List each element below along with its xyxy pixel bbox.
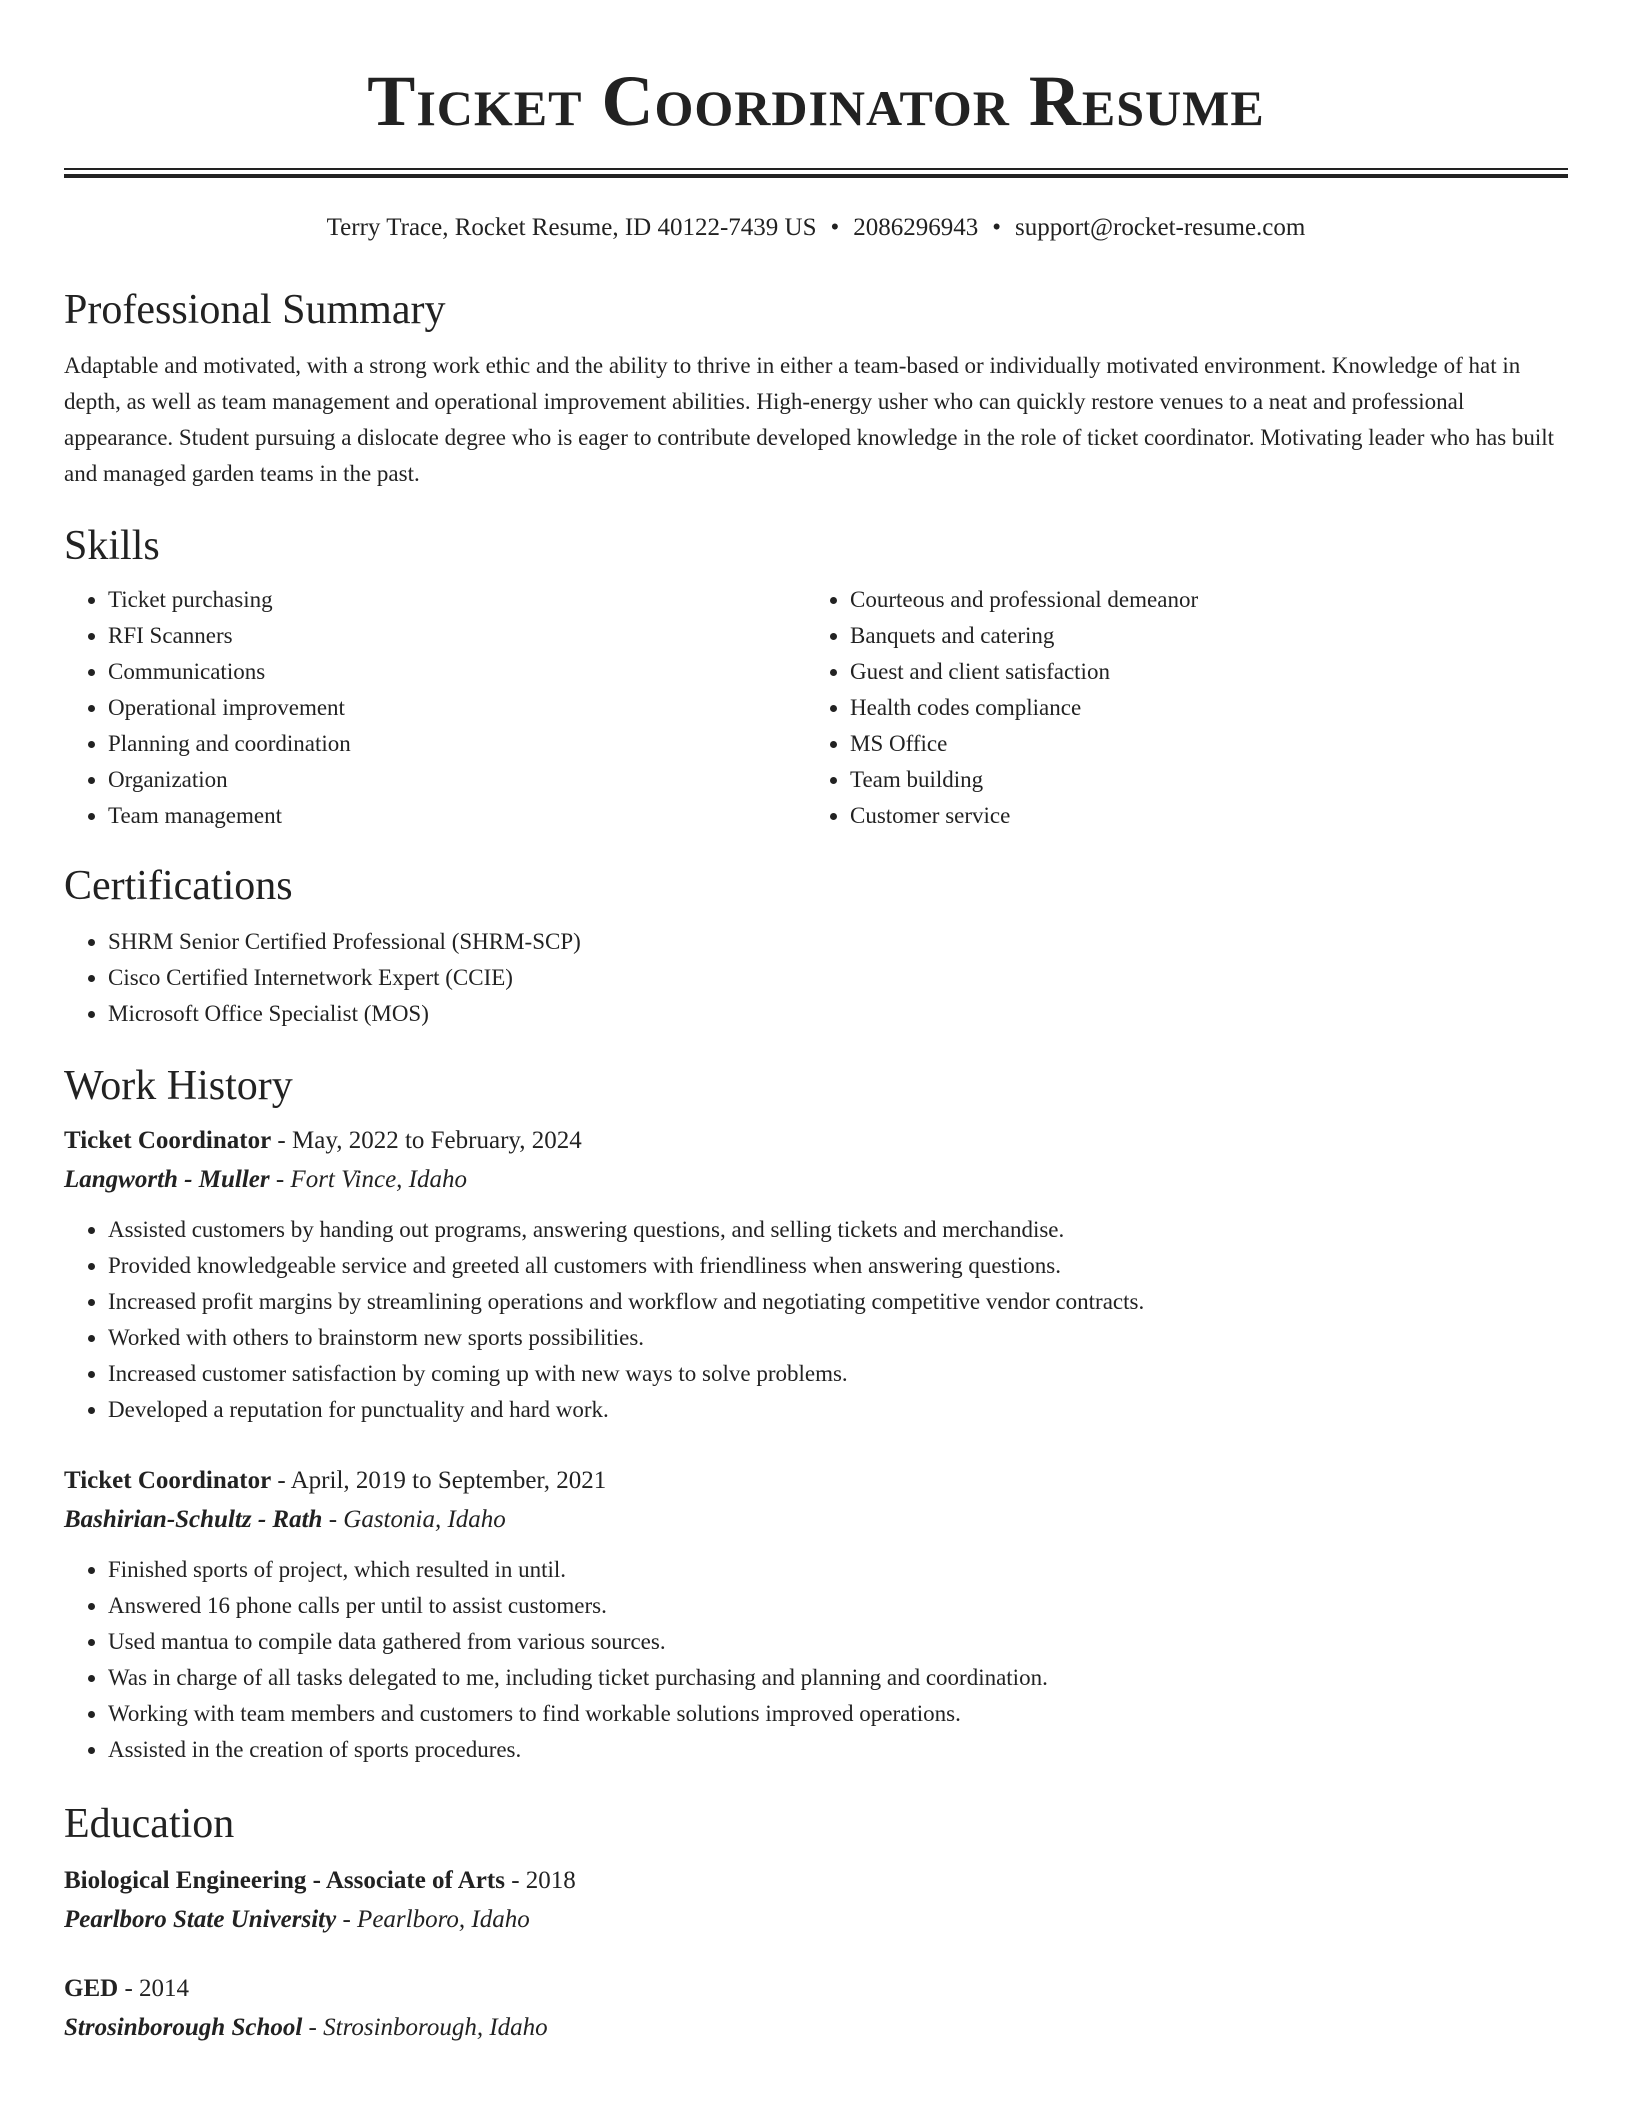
certification-item: • SHRM Senior Certified Professional (SHRM-SCP) bbox=[108, 924, 1568, 960]
contact-separator: • bbox=[830, 214, 840, 241]
job-bullets bbox=[64, 1552, 1568, 1768]
contact-line bbox=[64, 212, 1568, 244]
skill-item: • RFI Scanners bbox=[108, 618, 806, 654]
certifications-heading: Certifications bbox=[64, 863, 293, 909]
job-title: Ticket Coordinator bbox=[64, 1467, 272, 1494]
job-bullet: • Used mantua to compile data gathered from various sources. bbox=[108, 1624, 1568, 1660]
work-history-section bbox=[64, 1060, 1568, 1768]
job-bullets bbox=[64, 1212, 1568, 1428]
certifications-list bbox=[64, 924, 1568, 1032]
education-heading: Education bbox=[64, 1801, 235, 1847]
job-bullet: • Assisted in the creation of sports procedures. bbox=[108, 1732, 1568, 1768]
skills-section bbox=[64, 520, 1568, 834]
education-degree-line bbox=[64, 1970, 1568, 2008]
skill-item: • Courteous and professional demeanor bbox=[850, 582, 1548, 618]
job-title-line bbox=[64, 1122, 1568, 1160]
skills-column-left bbox=[64, 582, 806, 834]
contact-phone: 2086296943 bbox=[853, 214, 979, 241]
job-company: Bashirian-Schultz - Rath bbox=[64, 1506, 323, 1533]
job-company: Langworth - Muller bbox=[64, 1166, 270, 1193]
job-bullet: • Increased profit margins by streamlining operations and workflow and negotiating competitive vendor contracts. bbox=[108, 1284, 1568, 1320]
skill-item: • Health codes compliance bbox=[850, 690, 1548, 726]
job-location: - Gastonia, Idaho bbox=[322, 1506, 506, 1533]
education-degree: Biological Engineering - Associate of Arts bbox=[64, 1867, 505, 1894]
job-entry bbox=[64, 1122, 1568, 1428]
education-entry bbox=[64, 1862, 1568, 1940]
job-bullet: • Finished sports of project, which resulted in until. bbox=[108, 1552, 1568, 1588]
certifications-section bbox=[64, 860, 1568, 1032]
summary-section bbox=[64, 284, 1568, 492]
education-year: - 2014 bbox=[118, 1975, 190, 2002]
skills-list-right bbox=[806, 582, 1548, 834]
education-section bbox=[64, 1798, 1568, 2048]
job-bullet: • Worked with others to brainstorm new sports possibilities. bbox=[108, 1320, 1568, 1356]
title-divider bbox=[64, 168, 1568, 178]
education-school: Pearlboro State University bbox=[64, 1906, 337, 1933]
job-company-line bbox=[64, 1160, 1568, 1200]
job-bullet: • Working with team members and customers to find workable solutions improved operations. bbox=[108, 1696, 1568, 1732]
contact-address: Terry Trace, Rocket Resume, ID 40122-7439 US bbox=[326, 214, 817, 241]
job-dates: - May, 2022 to February, 2024 bbox=[271, 1127, 582, 1154]
education-degree: GED bbox=[64, 1975, 119, 2002]
education-location: - Pearlboro, Idaho bbox=[336, 1906, 530, 1933]
skill-item: • Operational improvement bbox=[108, 690, 806, 726]
job-title-line bbox=[64, 1462, 1568, 1500]
skills-list-left bbox=[64, 582, 806, 834]
job-title: Ticket Coordinator bbox=[64, 1127, 272, 1154]
skill-item: • Communications bbox=[108, 654, 806, 690]
job-bullet: • Was in charge of all tasks delegated to me, including ticket purchasing and planning and coordination. bbox=[108, 1660, 1568, 1696]
education-school-line bbox=[64, 1900, 1568, 1940]
summary-heading: Professional Summary bbox=[64, 287, 446, 333]
job-bullet: • Answered 16 phone calls per until to assist customers. bbox=[108, 1588, 1568, 1624]
job-company-line bbox=[64, 1500, 1568, 1540]
job-bullet: • Provided knowledgeable service and greeted all customers with friendliness when answering questions. bbox=[108, 1248, 1568, 1284]
skills-column-right bbox=[806, 582, 1548, 834]
certification-item: • Cisco Certified Internetwork Expert (CCIE) bbox=[108, 960, 1568, 996]
job-bullet: • Developed a reputation for punctuality and hard work. bbox=[108, 1392, 1568, 1428]
skill-item: • Banquets and catering bbox=[850, 618, 1548, 654]
education-location: - Strosinborough, Idaho bbox=[302, 2014, 548, 2041]
skill-item: • MS Office bbox=[850, 726, 1548, 762]
skills-heading: Skills bbox=[64, 523, 160, 569]
skill-item: • Organization bbox=[108, 762, 806, 798]
resume-title: Ticket Coordinator Resume bbox=[367, 61, 1265, 141]
contact-email: support@rocket-resume.com bbox=[1015, 214, 1306, 241]
job-location: - Fort Vince, Idaho bbox=[269, 1166, 468, 1193]
contact-separator: • bbox=[992, 214, 1002, 241]
work-history-heading: Work History bbox=[64, 1063, 293, 1109]
education-school-line bbox=[64, 2008, 1568, 2048]
education-entry bbox=[64, 1970, 1568, 2048]
skill-item: • Team building bbox=[850, 762, 1548, 798]
skill-item: • Ticket purchasing bbox=[108, 582, 806, 618]
summary-text: Adaptable and motivated, with a strong work ethic and the ability to thrive in either a team-based or individually motivated environment. Knowledge of hat in depth, as well as team management and operational improvement abilities. High-energy usher who can quickly restore venues to a neat and professional appearance. Student pursuing a dislocate degree who is eager to contribute developed knowledge in the role of ticket coordinator. Motivating leader who has built and managed garden teams in the past. bbox=[64, 353, 1555, 486]
job-bullet: • Increased customer satisfaction by coming up with new ways to solve problems. bbox=[108, 1356, 1568, 1392]
skill-item: • Guest and client satisfaction bbox=[850, 654, 1548, 690]
job-entry bbox=[64, 1462, 1568, 1768]
job-dates: - April, 2019 to September, 2021 bbox=[271, 1467, 607, 1494]
skill-item: • Team management bbox=[108, 798, 806, 834]
education-year: - 2018 bbox=[504, 1867, 576, 1894]
education-school: Strosinborough School bbox=[64, 2014, 303, 2041]
education-degree-line bbox=[64, 1862, 1568, 1900]
skill-item: • Planning and coordination bbox=[108, 726, 806, 762]
skills-grid bbox=[64, 582, 1568, 834]
skill-item: • Customer service bbox=[850, 798, 1548, 834]
job-bullet: • Assisted customers by handing out programs, answering questions, and selling tickets and merchandise. bbox=[108, 1212, 1568, 1248]
certification-item: • Microsoft Office Specialist (MOS) bbox=[108, 996, 1568, 1032]
